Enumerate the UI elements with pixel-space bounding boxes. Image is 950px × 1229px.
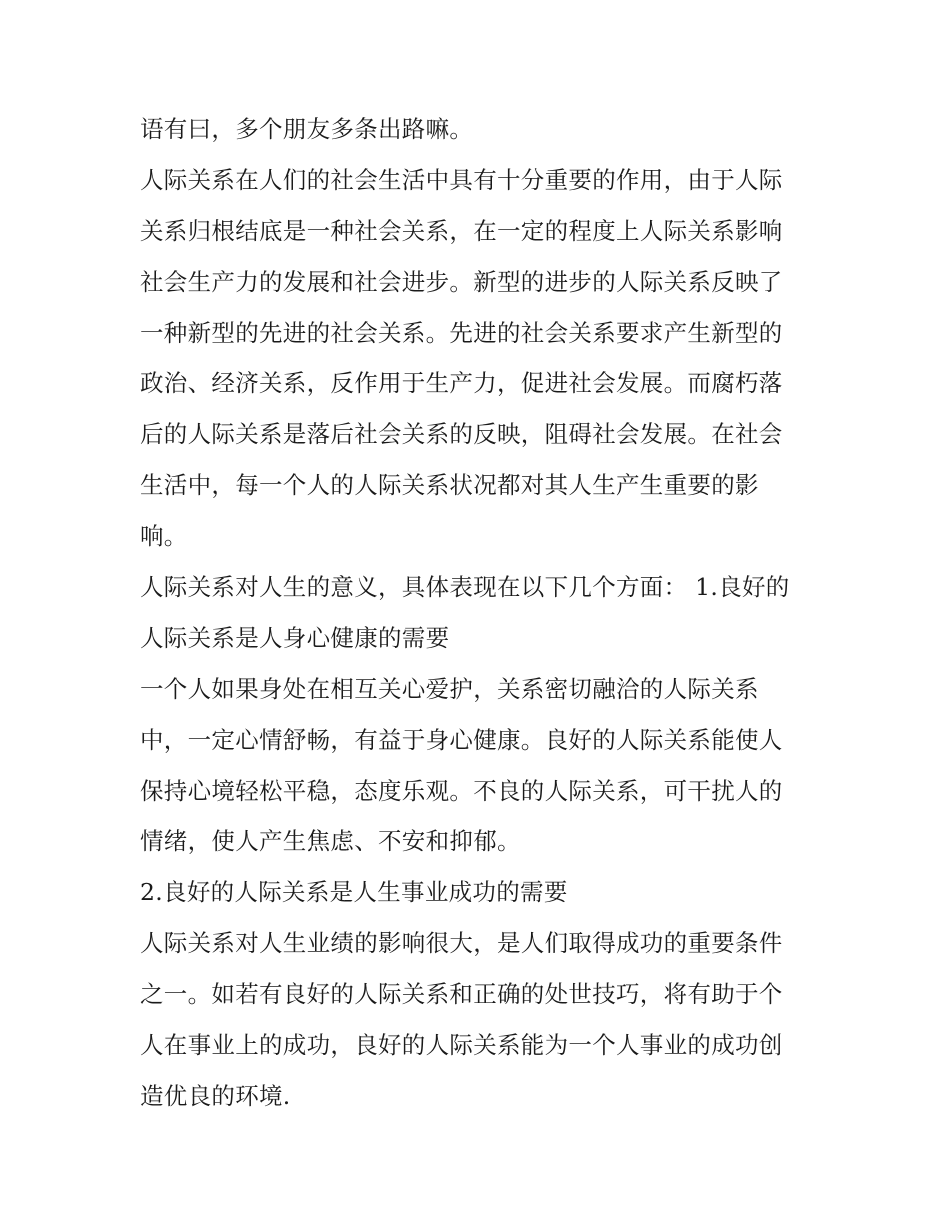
text-line: 社会生产力的发展和社会进步。新型的进步的人际关系反映了 xyxy=(140,267,783,296)
text-line: 一种新型的先进的社会关系。先进的社会关系要求产生新型的 xyxy=(140,318,783,347)
text-line: 保持心境轻松平稳，态度乐观。不良的人际关系，可干扰人的 xyxy=(140,776,783,805)
section-heading-career xyxy=(140,867,820,918)
text-line: 政治、经济关系，反作用于生产力，促进社会发展。而腐朽落 xyxy=(140,369,783,398)
text-line: 人际关系在人们的社会生活中具有十分重要的作用，由于人际 xyxy=(140,165,783,194)
paragraph-health xyxy=(140,664,820,868)
text-line: 语有曰，多个朋友多条出路嘛。 xyxy=(140,115,474,143)
text-line: 造优良的环境. xyxy=(140,1081,291,1110)
text-line: 中，一定心情舒畅，有益于身心健康。良好的人际关系能使人 xyxy=(140,725,783,754)
text-line: 后的人际关系是落后社会关系的反映，阻碍社会发展。在社会 xyxy=(140,420,783,449)
text-line: 人际关系是人身心健康的需要 xyxy=(140,623,450,652)
text-line: 之一。如若有良好的人际关系和正确的处世技巧，将有助于个 xyxy=(140,980,783,1009)
text-line: 情绪，使人产生焦虑、不安和抑郁。 xyxy=(140,827,521,856)
text-line: 一个人如果身处在相互关心爱护，关系密切融洽的人际关系 xyxy=(140,674,759,703)
text-line: 关系归根结底是一种社会关系，在一定的程度上人际关系影响 xyxy=(140,216,783,245)
paragraph-proverb xyxy=(140,104,820,155)
document-body xyxy=(140,104,820,1122)
text-line: 2.良好的人际关系是人生事业成功的需要 xyxy=(140,878,568,907)
text-line: 人在事业上的成功，良好的人际关系能为一个人事业的成功创 xyxy=(140,1031,783,1060)
text-line: 人际关系对人生的意义，具体表现在以下几个方面： 1.良好的 xyxy=(140,573,790,602)
paragraph-importance xyxy=(140,155,820,562)
text-line: 响。 xyxy=(140,522,188,551)
text-line: 人际关系对人生业绩的影响很大，是人们取得成功的重要条件 xyxy=(140,929,783,958)
text-line: 生活中，每一个人的人际关系状况都对其人生产生重要的影 xyxy=(140,471,759,500)
paragraph-career xyxy=(140,918,820,1122)
paragraph-significance xyxy=(140,562,820,664)
